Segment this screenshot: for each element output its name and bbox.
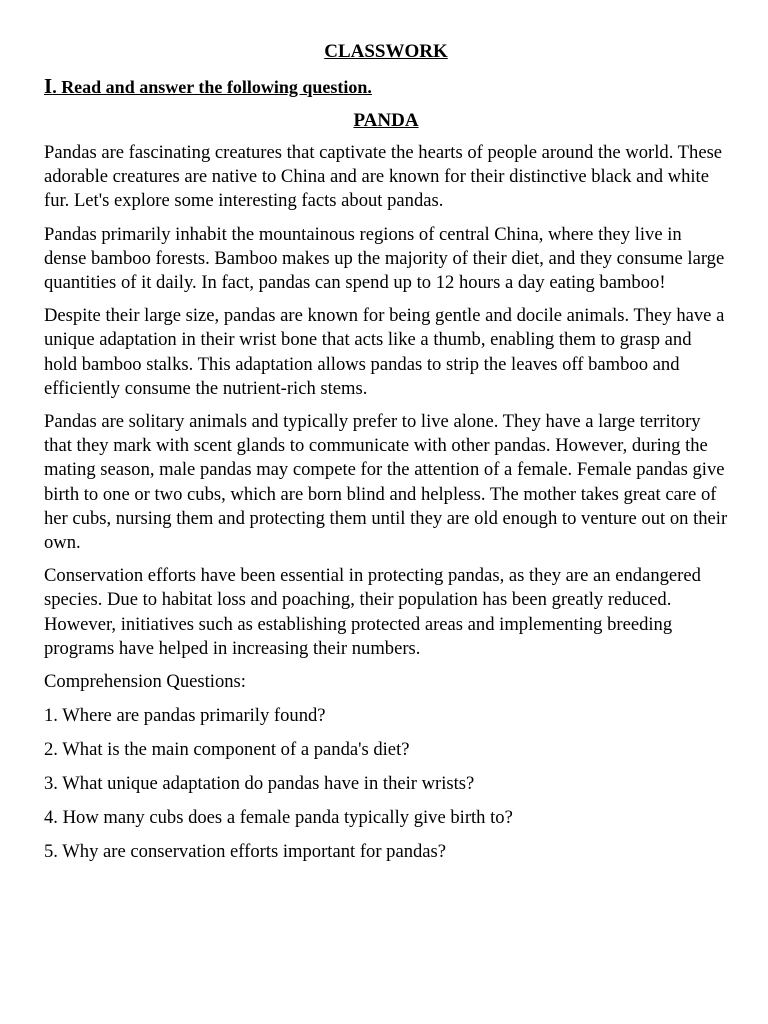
question-item: 4. How many cubs does a female panda typically give birth to? [44,807,513,829]
question-item: 2. What is the main component of a panda's diet? [44,739,410,761]
questions-label: Comprehension Questions: [44,671,246,693]
question-item: 1. Where are pandas primarily found? [44,705,326,727]
paragraph-behavior: Pandas are solitary animals and typically prefer to live alone. They have a large territory that they mark with scent glands to communicate with other pandas. However, during the mating season, male pandas may compete for the attention of a female. Female pandas give birth to one or two cubs, which are born blind and helpless. The mother takes great care of her cubs, nursing them and protecting them until they are old enough to venture out on their own. [44,411,728,554]
document-page [44,40,728,874]
passage-title: PANDA [353,110,419,131]
paragraph-adaptation: Despite their large size, pandas are known for being gentle and docile animals. They have a unique adaptation in their wrist bone that acts like a thumb, enabling them to grasp and hold bamboo stalks. This adaptation allows pandas to strip the leaves off bamboo and efficiently consume the nutrient-rich stems. [44,305,725,399]
question-item: 5. Why are conservation efforts important for pandas? [44,841,447,863]
paragraph-conservation: Conservation efforts have been essential in protecting pandas, as they are an endangered species. Due to habitat loss and poaching, their population has been greatly reduced. However, initiatives such as establishing protected areas and implementing breeding programs have helped in increasing their numbers. [44,565,701,659]
section-number: I [44,74,53,98]
section-instruction [44,74,728,99]
paragraph-intro: Pandas are fascinating creatures that captivate the hearts of people around the world. These adorable creatures are native to China and are known for their distinctive black and white fur. Let's explore some interesting facts about pandas. [44,142,723,212]
paragraph-habitat: Pandas primarily inhabit the mountainous regions of central China, where they live in dense bamboo forests. Bamboo makes up the majority of their diet, and they consume large quantities of it daily. In fact, pandas can spend up to 12 hours a day eating bamboo! [44,223,725,294]
document-title: CLASSWORK [324,41,448,62]
question-item: 3. What unique adaptation do pandas have in their wrists? [44,773,475,795]
section-instruction-text: . Read and answer the following question. [52,77,372,97]
questions-list [44,704,728,864]
